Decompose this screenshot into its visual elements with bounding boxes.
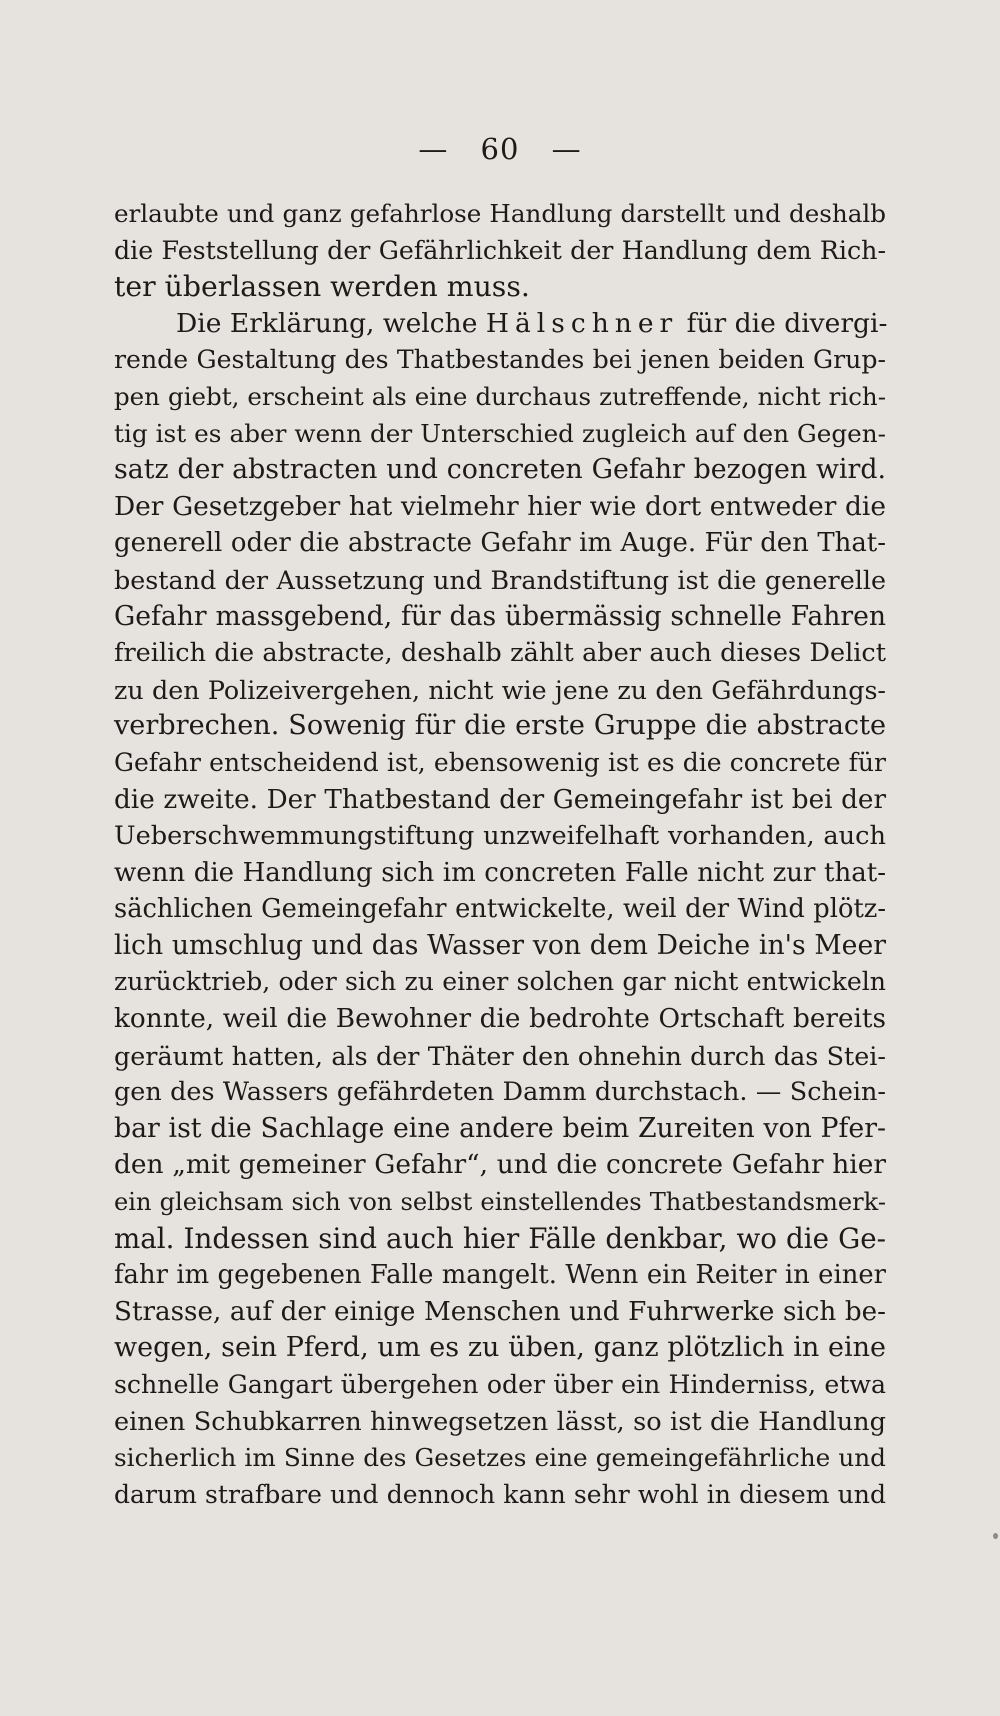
text-line-9: Der Gesetzgeber hat vielmehr hier wie dort entweder die (114, 490, 886, 522)
page-number: 60 (480, 132, 520, 166)
text-line-4-before: Die Erklärung, welche (176, 307, 486, 339)
text-line-8: satz der abstracten und concreten Gefahr bezogen wird. (114, 454, 886, 486)
text-line-4-after: für die divergi- (678, 307, 888, 339)
text-line-32: wegen, sein Pferd, um es zu üben, ganz plötzlich in eine (114, 1332, 886, 1364)
text-line-35: sicherlich im Sinne des Gesetzes eine gemeingefährliche und (114, 1443, 886, 1473)
text-line-28: ein gleichsam sich von selbst einstellendes Thatbestandsmerk- (114, 1188, 886, 1217)
text-line-11: bestand der Aussetzung und Brandstiftung ist die generelle (114, 564, 886, 595)
text-line-31: Strasse, auf der einige Menschen und Fuhrwerke sich be- (114, 1296, 886, 1327)
text-line-30: fahr im gegebenen Falle mangelt. Wenn ein Reiter in einer (114, 1260, 886, 1291)
text-line-34: einen Schubkarren hinwegsetzen lässt, so ist die Handlung (114, 1406, 886, 1437)
text-line-25: gen des Wassers gefährdeten Damm durchstach. — Schein- (114, 1077, 886, 1108)
text-line-5: rende Gestaltung des Thatbestandes bei jenen beiden Grup- (114, 345, 886, 375)
text-line-4 (114, 306, 886, 343)
text-line-16: Gefahr entscheidend ist, ebensowenig ist es die concrete für (114, 747, 886, 777)
text-line-27: den „mit gemeiner Gefahr“, und die concrete Gefahr hier (114, 1149, 886, 1181)
page-header (0, 132, 1000, 166)
text-line-22: zurücktrieb, oder sich zu einer solchen gar nicht entwickeln (114, 967, 886, 997)
page-number-dash-left: — (418, 132, 449, 166)
text-line-20: sächlichen Gemeingefahr entwickelte, weil der Wind plötz- (114, 894, 886, 925)
text-line-1: erlaubte und ganz gefahrlose Handlung darstellt und deshalb (114, 199, 886, 228)
text-line-6: pen giebt, erscheint als eine durchaus zutreffende, nicht rich- (114, 381, 886, 411)
text-line-10: generell oder die abstracte Gefahr im Auge. Für den That- (114, 528, 886, 559)
text-line-21: lich umschlug und das Wasser von dem Deiche in's Meer (114, 929, 886, 961)
text-line-2: die Feststellung der Gefährlichkeit der Handlung dem Rich- (114, 235, 886, 265)
text-line-24: geräumt hatten, als der Thäter den ohnehin durch das Stei- (114, 1040, 886, 1071)
text-line-15: verbrechen. Sowenig für die erste Gruppe die abstracte (114, 710, 886, 742)
text-line-18: Ueberschwemmungstiftung unzweifelhaft vorhanden, auch (114, 821, 886, 852)
text-line-26: bar ist die Sachlage eine andere beim Zureiten von Pfer- (114, 1112, 886, 1144)
text-line-29: mal. Indessen sind auch hier Fälle denkbar, wo die Ge- (114, 1221, 886, 1255)
text-line-23: konnte, weil die Bewohner die bedrohte Ortschaft bereits (114, 1004, 886, 1035)
paper-speck (993, 1533, 998, 1539)
text-line-17: die zweite. Der Thatbestand der Gemeingefahr ist bei der (114, 784, 886, 815)
text-line-3: ter überlassen werden muss. (114, 270, 530, 304)
author-name-spaced: Hälschner (485, 307, 679, 339)
text-line-19: wenn die Handlung sich im concreten Falle nicht zur that- (114, 857, 886, 888)
text-line-12: Gefahr massgebend, für das übermässig schnelle Fahren (114, 600, 886, 632)
text-line-36: darum strafbare und dennoch kann sehr wohl in diesem und (114, 1479, 886, 1509)
text-line-7: tig ist es aber wenn der Unterschied zugleich auf den Gegen- (114, 418, 886, 448)
text-line-13: freilich die abstracte, deshalb zählt aber auch dieses Delict (114, 638, 886, 669)
page-number-dash-right: — (551, 132, 582, 166)
text-line-33: schnelle Gangart übergehen oder über ein Hinderniss, etwa (114, 1370, 886, 1399)
body-text (114, 196, 886, 1513)
text-line-14: zu den Polizeivergehen, nicht wie jene zu den Gefährdungs- (114, 674, 886, 705)
